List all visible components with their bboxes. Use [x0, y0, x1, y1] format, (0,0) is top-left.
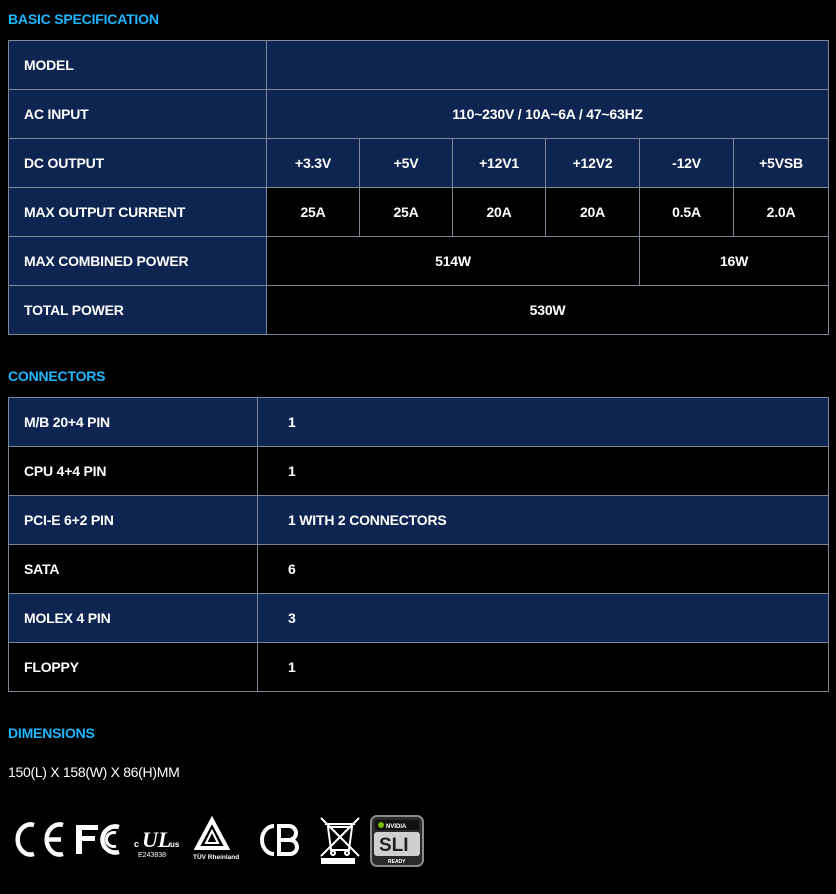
total-power-value: 530W	[267, 286, 829, 335]
table-row	[9, 643, 829, 692]
ce-mark-icon	[18, 825, 63, 855]
svg-text:c: c	[134, 839, 140, 849]
table-row	[9, 398, 829, 447]
svg-text:SLI: SLI	[379, 835, 409, 856]
ul-mark-icon	[134, 827, 180, 859]
connector-label: M/B 20+4 PIN	[9, 398, 258, 447]
current-cell: 20A	[453, 188, 546, 237]
max-combined-label: MAX COMBINED POWER	[9, 237, 267, 286]
connector-label: PCI-E 6+2 PIN	[9, 496, 258, 545]
fcc-mark-icon	[76, 825, 119, 854]
table-row	[9, 496, 829, 545]
nvidia-sli-ready-icon	[371, 816, 423, 866]
svg-text:TÜV Rheinland: TÜV Rheinland	[193, 854, 240, 861]
dimensions-value: 150(L) X 158(W) X 86(H)MM	[8, 764, 180, 780]
weee-bin-icon	[321, 818, 359, 864]
total-power-row	[9, 286, 829, 335]
rail-cell: +3.3V	[267, 139, 360, 188]
tuv-rheinland-icon	[193, 820, 239, 861]
connectors-table	[8, 397, 829, 692]
svg-text:us: us	[170, 840, 180, 849]
current-cell: 25A	[267, 188, 360, 237]
connector-label: FLOPPY	[9, 643, 258, 692]
current-cell: 20A	[546, 188, 640, 237]
svg-text:NVIDIA: NVIDIA	[386, 824, 407, 830]
max-combined-row	[9, 237, 829, 286]
rail-cell: +5V	[360, 139, 453, 188]
model-value	[267, 41, 829, 90]
svg-text:UL: UL	[142, 827, 172, 852]
dimensions-title: DIMENSIONS	[8, 725, 95, 741]
current-cell: 2.0A	[734, 188, 829, 237]
rail-cell: +5VSB	[734, 139, 829, 188]
ac-input-value: 110~230V / 10A~6A / 47~63HZ	[267, 90, 829, 139]
current-cell: 25A	[360, 188, 453, 237]
max-current-label: MAX OUTPUT CURRENT	[9, 188, 267, 237]
certification-logos	[10, 812, 430, 872]
basic-spec-table	[8, 40, 829, 335]
connector-value: 1	[258, 643, 829, 692]
connector-value: 1	[258, 447, 829, 496]
table-row	[9, 594, 829, 643]
ul-number: E243838	[138, 852, 167, 859]
dc-output-label: DC OUTPUT	[9, 139, 267, 188]
current-cell: 0.5A	[640, 188, 734, 237]
model-row	[9, 41, 829, 90]
total-power-label: TOTAL POWER	[9, 286, 267, 335]
table-row	[9, 447, 829, 496]
connector-label: CPU 4+4 PIN	[9, 447, 258, 496]
rail-cell: +12V2	[546, 139, 640, 188]
connectors-title: CONNECTORS	[8, 368, 106, 384]
combined-aux-value: 16W	[640, 237, 829, 286]
connector-value: 1 WITH 2 CONNECTORS	[258, 496, 829, 545]
dc-output-row	[9, 139, 829, 188]
connector-value: 3	[258, 594, 829, 643]
rail-cell: +12V1	[453, 139, 546, 188]
ac-input-row	[9, 90, 829, 139]
cb-mark-icon	[262, 826, 297, 854]
connector-label: MOLEX 4 PIN	[9, 594, 258, 643]
ac-input-label: AC INPUT	[9, 90, 267, 139]
connector-label: SATA	[9, 545, 258, 594]
connector-value: 1	[258, 398, 829, 447]
model-label: MODEL	[9, 41, 267, 90]
table-row	[9, 545, 829, 594]
svg-text:READY: READY	[388, 859, 406, 865]
connector-value: 6	[258, 545, 829, 594]
basic-spec-title: BASIC SPECIFICATION	[8, 11, 159, 27]
rail-cell: -12V	[640, 139, 734, 188]
combined-main-value: 514W	[267, 237, 640, 286]
max-current-row	[9, 188, 829, 237]
